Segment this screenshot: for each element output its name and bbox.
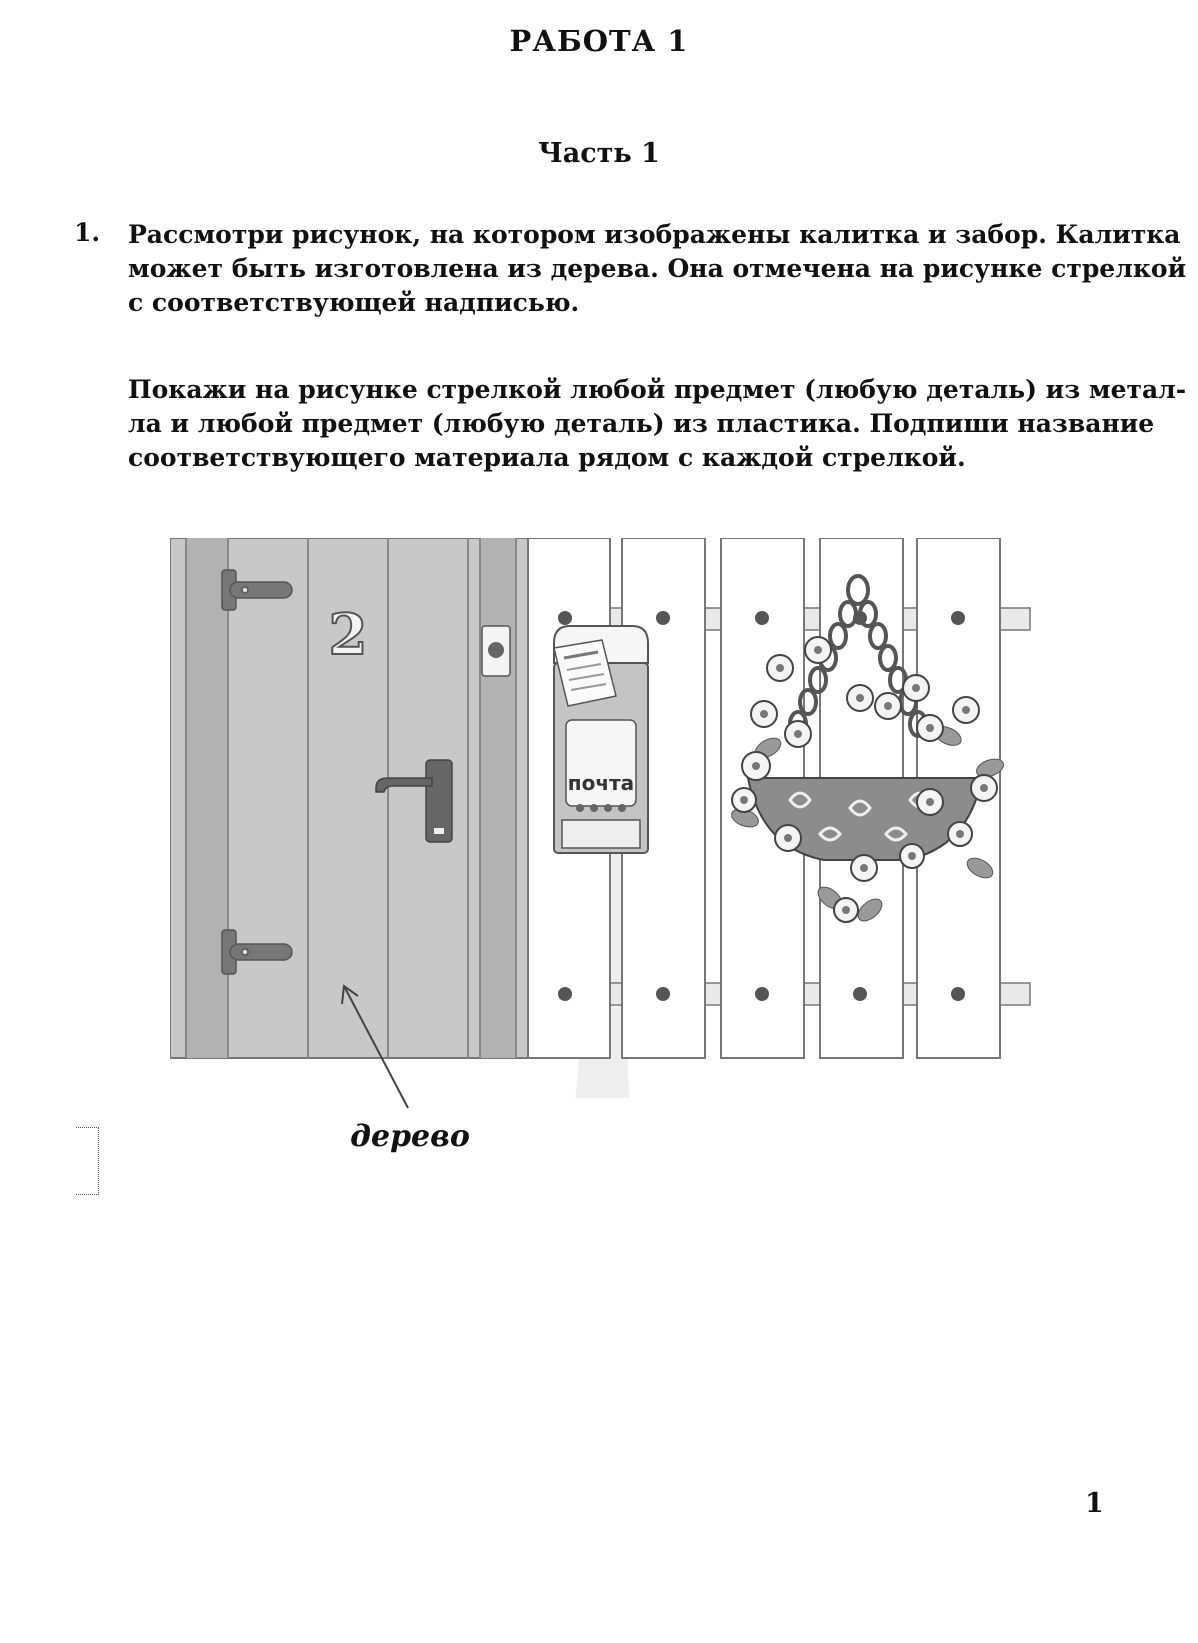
question-text-2 bbox=[128, 373, 1187, 475]
text-line: Покажи на рисунке стрелкой любой предмет (любую деталь) из метал- bbox=[128, 375, 1187, 404]
house-number: 2 bbox=[328, 602, 368, 668]
arrow-label: дерево bbox=[350, 1119, 470, 1154]
question-number: 1. bbox=[74, 218, 101, 247]
mailbox-label: почта bbox=[567, 771, 635, 795]
gate-fence-illustration bbox=[170, 538, 1040, 1158]
page-number: 1 bbox=[1085, 1488, 1104, 1519]
work-title: РАБОТА 1 bbox=[509, 24, 689, 58]
text-line: может быть изготовлена из дерева. Она отмечена на рисунке стрелкой bbox=[128, 254, 1187, 283]
gate-plank-dark bbox=[480, 538, 516, 1058]
text-line: ла и любой предмет (любую деталь) из пластика. Подпиши название bbox=[128, 409, 1155, 438]
doorbell bbox=[482, 626, 510, 676]
text-line: Рассмотри рисунок, на котором изображены калитка и забор. Калитка bbox=[128, 220, 1181, 249]
answer-score-box bbox=[76, 1127, 99, 1195]
mailbox bbox=[554, 626, 648, 853]
part-title: Часть 1 bbox=[538, 138, 660, 169]
text-line: соответствующего материала рядом с каждой стрелкой. bbox=[128, 443, 966, 472]
gate bbox=[170, 538, 528, 1058]
text-line: с соответствующей надписью. bbox=[128, 288, 580, 317]
question-text-1 bbox=[128, 218, 1187, 320]
gate-plank-dark bbox=[186, 538, 228, 1058]
